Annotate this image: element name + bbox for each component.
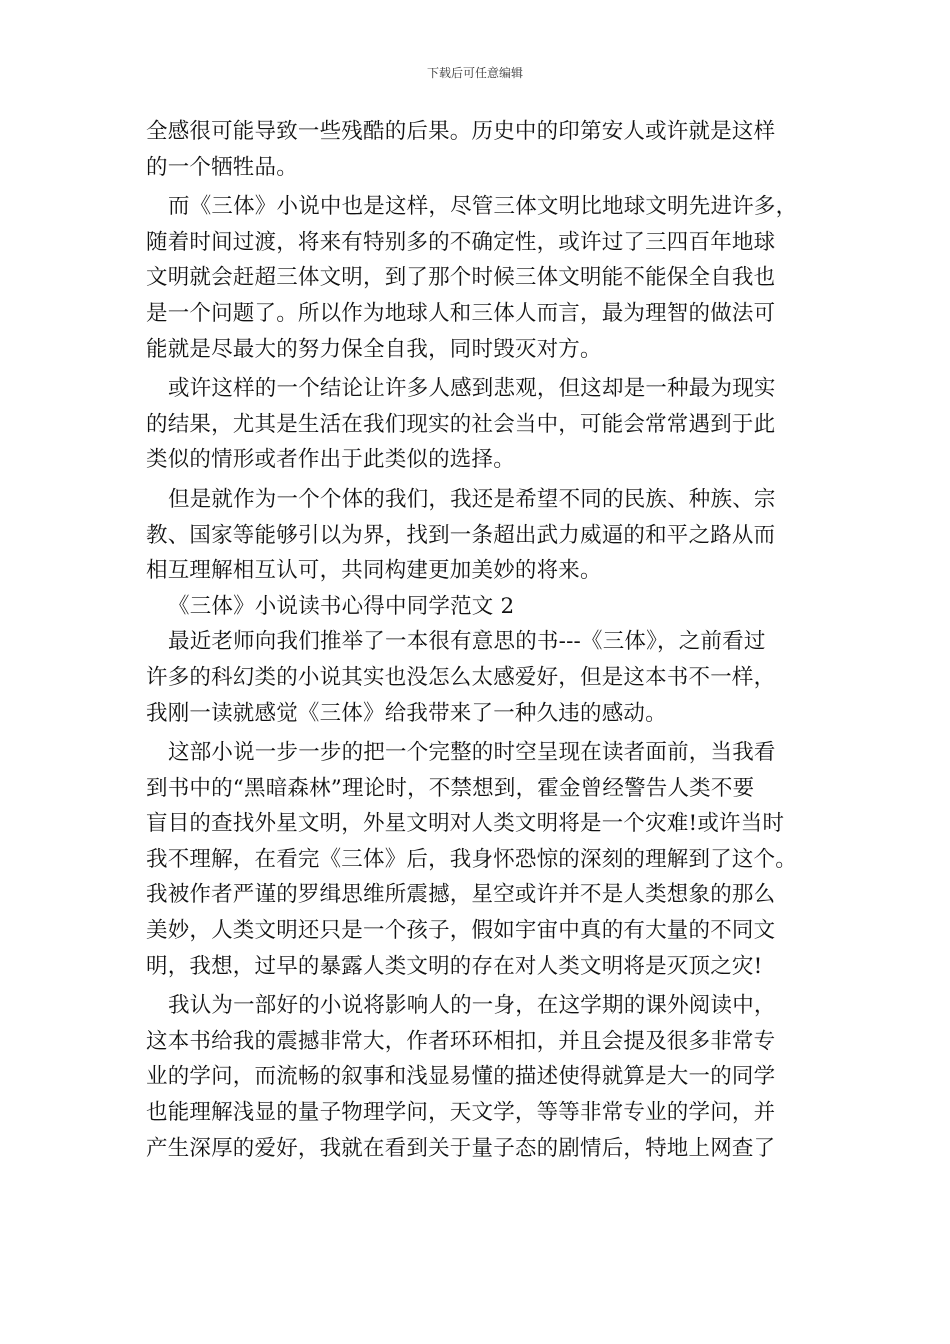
text-line: 我被作者严谨的罗缉思维所震撼，星空或许并不是人类想象的那么 (146, 882, 776, 908)
text-line: 盲目的查找外星文明，外星文明对人类文明将是一个灾难!或许当时 (146, 811, 785, 837)
text-line: 的一个牺牲品。 (146, 154, 298, 180)
paragraph-7 (146, 988, 822, 1166)
text-line: 全感很可能导致一些残酷的后果。历史中的印第安人或许就是这样 (146, 119, 776, 144)
text-line: 能就是尽最大的努力保全自我，同时毁灭对方。 (146, 336, 602, 362)
text-line: 教、国家等能够引以为界，找到一条超出武力威逼的和平之路从而 (146, 522, 776, 548)
text-line: 到书中的“黑暗森林”理论时，不禁想到，霍金曾经警告人类不要 (146, 775, 755, 801)
text-line: 是一个问题了。所以作为地球人和三体人而言，最为理智的做法可 (146, 300, 776, 326)
text-line: 文明就会赶超三体文明，到了那个时候三体文明能不能保全自我也 (146, 265, 776, 291)
paragraph-4 (146, 482, 822, 589)
text-line: 相互理解相互认可，共同构建更加美妙的将来。 (146, 558, 602, 584)
text-line: 而《三体》小说中也是这样，尽管三体文明比地球文明先进许多， (168, 194, 798, 220)
paragraph-1 (146, 114, 822, 185)
paragraph-5 (146, 624, 822, 731)
text-line: 我不理解，在看完《三体》后，我身怀恐惊的深刻的理解到了这个。 (146, 846, 798, 872)
text-line: 但是就作为一个个体的我们，我还是希望不同的民族、种族、宗 (168, 486, 776, 512)
text-line: 或许这样的一个结论让许多人感到悲观，但这却是一种最为现实 (168, 376, 776, 402)
text-line: 最近老师向我们推举了一本很有意思的书---《三体》，之前看过 (168, 629, 766, 655)
text-line: 明，我想，过早的暴露人类文明的存在对人类文明将是灭顶之灾! (146, 953, 763, 979)
section-title: 《三体》小说读书心得中同学范文 2 (168, 593, 515, 619)
text-line: 产生深厚的爱好，我就在看到关于量子态的剧情后，特地上网查了 (146, 1135, 776, 1161)
text-line: 这部小说一步一步的把一个完整的时空呈现在读者面前，当我看 (168, 740, 776, 766)
text-line: 随着时间过渡，将来有特别多的不确定性，或许过了三四百年地球 (146, 229, 776, 255)
section-heading (146, 589, 822, 625)
paragraph-6 (146, 735, 822, 984)
text-line: 这本书给我的震撼非常大，作者环环相扣，并且会提及很多非常专 (146, 1028, 776, 1054)
text-line: 业的学问，而流畅的叙事和浅显易懂的描述使得就算是大一的同学 (146, 1064, 776, 1090)
text-line: 许多的科幻类的小说其实也没怎么太感爱好，但是这本书不一样， (146, 664, 776, 690)
text-line: 也能理解浅显的量子物理学问，天文学，等等非常专业的学问，并 (146, 1100, 776, 1126)
text-line: 美妙，人类文明还只是一个孩子，假如宇宙中真的有大量的不同文 (146, 918, 776, 944)
text-line: 我认为一部好的小说将影响人的一身，在这学期的课外阅读中， (168, 993, 776, 1019)
paragraph-3 (146, 371, 822, 478)
text-line: 的结果，尤其是生活在我们现实的社会当中，可能会常常遇到于此 (146, 411, 776, 437)
paragraph-2 (146, 189, 822, 367)
document-body (146, 114, 822, 1166)
text-line: 类似的情形或者作出于此类似的选择。 (146, 447, 515, 473)
page-header-note: 下载后可任意编辑 (426, 66, 523, 80)
text-line: 我刚一读就感觉《三体》给我带来了一种久违的感动。 (146, 700, 667, 726)
